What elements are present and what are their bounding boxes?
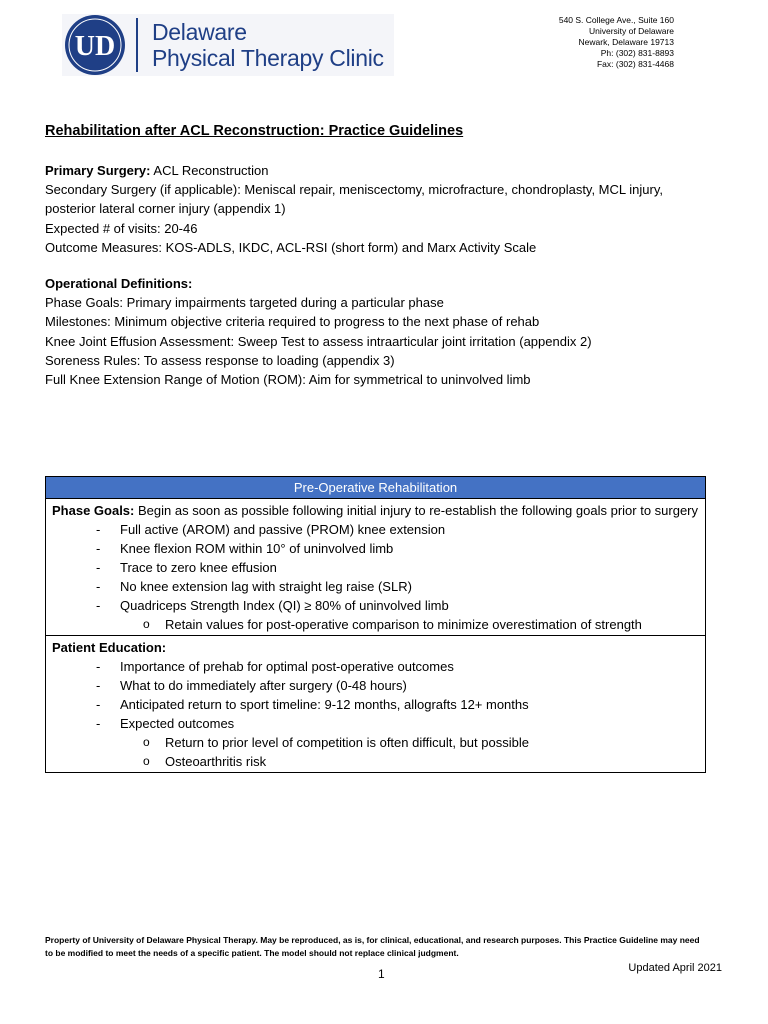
logo-line-2: Physical Therapy Clinic [152, 45, 384, 71]
dash-bullet: - [96, 716, 101, 731]
list-item: - Full active (AROM) and passive (PROM) knee extension [96, 522, 446, 537]
sub-list-item: o Return to prior level of competition is often difficult, but possible [143, 735, 529, 750]
sub-list-item: o Retain values for post-operative comparison to minimize overestimation of strength [143, 617, 642, 632]
phase-goals-text: Begin as soon as possible following initial injury to re-establish the following goals prior to surgery [134, 503, 699, 518]
ud-seal-icon [64, 14, 126, 76]
clinic-logo [62, 14, 394, 76]
list-item: - Importance of prehab for optimal post-operative outcomes [96, 659, 454, 674]
dash-bullet: - [96, 541, 101, 556]
patient-education-label: Patient Education: [52, 640, 167, 655]
logo-divider [136, 18, 138, 72]
phase-goals-label: Phase Goals: [52, 503, 135, 518]
list-item: - What to do immediately after surgery (0-48 hours) [96, 678, 407, 693]
secondary-surgery-line-1: Secondary Surgery (if applicable): Meniscal repair, meniscectomy, microfracture, chondroplasty, MCL injury, [45, 182, 663, 198]
clinic-address [559, 15, 674, 70]
phase-goals-section [46, 499, 705, 635]
secondary-surgery-line-2: posterior lateral corner injury (appendix 1) [45, 201, 286, 217]
outcome-measures: Outcome Measures: KOS-ADLS, IKDC, ACL-RSI (short form) and Marx Activity Scale [45, 239, 537, 255]
definition-item: Phase Goals: Primary impairments targeted during a particular phase [45, 295, 444, 311]
definition-item: Full Knee Extension Range of Motion (ROM): Aim for symmetrical to uninvolved limb [45, 372, 531, 388]
dash-bullet: - [96, 659, 101, 674]
list-item: - Expected outcomes [96, 716, 235, 731]
list-item: - Quadriceps Strength Index (QI) ≥ 80% of uninvolved limb [96, 598, 449, 613]
address-line: University of Delaware [588, 26, 674, 36]
seal-monogram: UD [74, 31, 116, 62]
operational-definitions [45, 274, 592, 389]
circle-bullet: o [143, 735, 150, 749]
phase-goals-intro [52, 501, 699, 520]
dash-bullet: - [96, 697, 101, 712]
address-line: 540 S. College Ave., Suite 160 [558, 15, 674, 25]
address-phone: Ph: (302) 831-8893 [600, 48, 674, 58]
circle-bullet: o [143, 617, 150, 631]
dash-bullet: - [96, 598, 101, 613]
address-fax: Fax: (302) 831-4468 [596, 59, 674, 69]
definition-item: Soreness Rules: To assess response to loading (appendix 3) [45, 352, 395, 368]
definition-item: Knee Joint Effusion Assessment: Sweep Test to assess intraarticular joint irritation (appendix 2) [45, 333, 592, 349]
primary-surgery [45, 161, 663, 180]
patient-education-section [46, 635, 705, 772]
primary-surgery-label: Primary Surgery: [45, 163, 151, 178]
logo-line-1: Delaware [152, 19, 247, 45]
footer-disclaimer: Property of University of Delaware Physical Therapy. May be reproduced, as is, for clinical, educational, and research purposes. This Practice Guideline may need to be modified to meet the needs of a specific patient. The model should not replace clinical judgment. [45, 935, 700, 958]
circle-bullet: o [143, 754, 150, 768]
list-item: - No knee extension lag with straight leg raise (SLR) [96, 579, 412, 594]
page-number: 1 [378, 967, 385, 981]
dash-bullet: - [96, 560, 101, 575]
document-title: Rehabilitation after ACL Reconstruction: Practice Guidelines [45, 123, 464, 139]
pre-operative-table [45, 476, 706, 773]
list-item: - Knee flexion ROM within 10° of uninvolved limb [96, 541, 394, 556]
sub-list-item: o Osteoarthritis risk [143, 754, 267, 769]
surgery-info [45, 161, 663, 257]
table-header: Pre-Operative Rehabilitation [46, 477, 705, 499]
definitions-heading: Operational Definitions: [45, 276, 193, 291]
list-item: - Trace to zero knee effusion [96, 560, 277, 575]
address-line: Newark, Delaware 19713 [578, 37, 674, 47]
definition-item: Milestones: Minimum objective criteria required to progress to the next phase of rehab [45, 314, 540, 330]
expected-visits: Expected # of visits: 20-46 [45, 220, 198, 236]
dash-bullet: - [96, 522, 101, 537]
list-item: - Anticipated return to sport timeline: 9-12 months, allografts 12+ months [96, 697, 529, 712]
primary-surgery-value: ACL Reconstruction [150, 163, 269, 178]
updated-date: Updated April 2021 [628, 962, 722, 974]
dash-bullet: - [96, 579, 101, 594]
dash-bullet: - [96, 678, 101, 693]
